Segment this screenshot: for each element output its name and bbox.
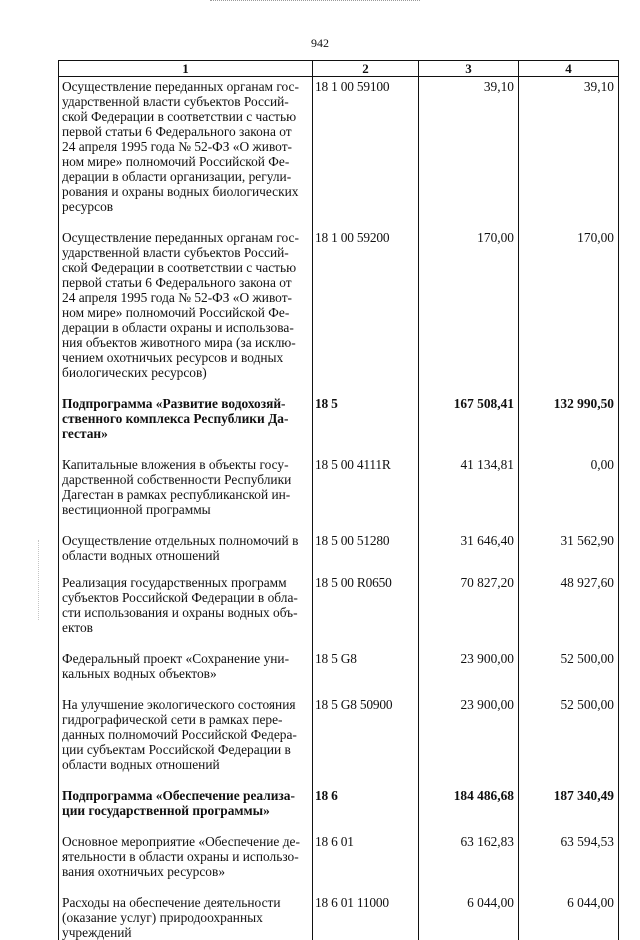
subprogram-row <box>59 394 619 455</box>
table-row <box>59 77 619 229</box>
row-value-col3: 23 900,00 <box>419 695 519 786</box>
row-value-col4: 6 044,00 <box>519 893 619 940</box>
row-description: Подпрограмма «Обеспечение реализа- ции государственной программы» <box>59 786 313 832</box>
row-value-col3: 23 900,00 <box>419 649 519 695</box>
row-value-col4: 39,10 <box>519 77 619 229</box>
table-row <box>59 228 619 394</box>
row-value-col4: 132 990,50 <box>519 394 619 455</box>
row-value-col3: 6 044,00 <box>419 893 519 940</box>
table-row <box>59 695 619 786</box>
row-code: 18 6 01 <box>313 832 419 893</box>
row-description: Расходы на обеспечение деятельности (оказание услуг) природоохранных учреждений <box>59 893 313 940</box>
row-value-col3: 70 827,20 <box>419 573 519 649</box>
column-header-4: 4 <box>519 61 619 77</box>
row-value-col4: 52 500,00 <box>519 695 619 786</box>
row-description: Федеральный проект «Сохранение уни- кальных водных объектов» <box>59 649 313 695</box>
row-value-col4: 31 562,90 <box>519 531 619 573</box>
row-value-col3: 39,10 <box>419 77 519 229</box>
row-code: 18 5 G8 <box>313 649 419 695</box>
column-header-1: 1 <box>59 61 313 77</box>
scan-artifact-line <box>38 540 39 620</box>
row-code: 18 1 00 59200 <box>313 228 419 394</box>
row-value-col4: 48 927,60 <box>519 573 619 649</box>
row-value-col4: 170,00 <box>519 228 619 394</box>
row-description: Подпрограмма «Развитие водохозяй- ственного комплекса Республики Да- гестан» <box>59 394 313 455</box>
table-header <box>59 61 619 77</box>
row-code: 18 5 00 R0650 <box>313 573 419 649</box>
row-code: 18 5 <box>313 394 419 455</box>
row-value-col3: 167 508,41 <box>419 394 519 455</box>
table-row <box>59 832 619 893</box>
row-description: Осуществление переданных органам гос- ударственной власти субъектов Россий- ской Федерации в соответствии с частью первой статьи 6 Федерального закона от 24 апреля 1995 года № 52-ФЗ «О живот- ном мире» полномочий Российской Фе- дерации в области охраны и использова- ния объектов животного мира (за исклю- чением охотничьих ресурсов и водных биологических ресурсов) <box>59 228 313 394</box>
table-row <box>59 573 619 649</box>
subprogram-row <box>59 786 619 832</box>
table-row <box>59 531 619 573</box>
row-value-col4: 0,00 <box>519 455 619 531</box>
header-row <box>59 61 619 77</box>
row-value-col4: 52 500,00 <box>519 649 619 695</box>
row-description: Осуществление переданных органам гос- ударственной власти субъектов Россий- ской Федерации в соответствии с частью первой статьи 6 Федерального закона от 24 апреля 1995 года № 52-ФЗ «О живот- ном мире» полномочий Российской Фе- дерации в области организации, регули- рования и охраны водных биологических ресурсов <box>59 77 313 229</box>
row-value-col4: 187 340,49 <box>519 786 619 832</box>
row-code: 18 5 00 51280 <box>313 531 419 573</box>
row-code: 18 6 01 11000 <box>313 893 419 940</box>
budget-table <box>58 60 619 940</box>
row-value-col3: 184 486,68 <box>419 786 519 832</box>
row-code: 18 5 00 4111R <box>313 455 419 531</box>
column-header-2: 2 <box>313 61 419 77</box>
row-code: 18 1 00 59100 <box>313 77 419 229</box>
table-body <box>59 77 619 940</box>
row-description: Реализация государственных программ субъектов Российской Федерации в обла- сти использования и охраны водных объ- ектов <box>59 573 313 649</box>
row-code: 18 6 <box>313 786 419 832</box>
row-value-col3: 41 134,81 <box>419 455 519 531</box>
row-code: 18 5 G8 50900 <box>313 695 419 786</box>
row-value-col3: 31 646,40 <box>419 531 519 573</box>
column-header-3: 3 <box>419 61 519 77</box>
row-value-col4: 63 594,53 <box>519 832 619 893</box>
row-description: Основное мероприятие «Обеспечение де- ятельности в области охраны и использо- вания охотничьих ресурсов» <box>59 832 313 893</box>
table-row <box>59 893 619 940</box>
row-value-col3: 170,00 <box>419 228 519 394</box>
row-description: Осуществление отдельных полномочий в области водных отношений <box>59 531 313 573</box>
page-number: 942 <box>0 36 640 51</box>
table-row <box>59 649 619 695</box>
row-description: Капитальные вложения в объекты госу- дарственной собственности Республики Дагестан в рамках республиканской ин- вестиционной программы <box>59 455 313 531</box>
table-row <box>59 455 619 531</box>
row-value-col3: 63 162,83 <box>419 832 519 893</box>
row-description: На улучшение экологического состояния гидрографической сети в рамках пере- данных полномочий Российской Федера- ции субъектам Российской Федерации в области водных отношений <box>59 695 313 786</box>
scan-artifact-line <box>210 0 420 1</box>
